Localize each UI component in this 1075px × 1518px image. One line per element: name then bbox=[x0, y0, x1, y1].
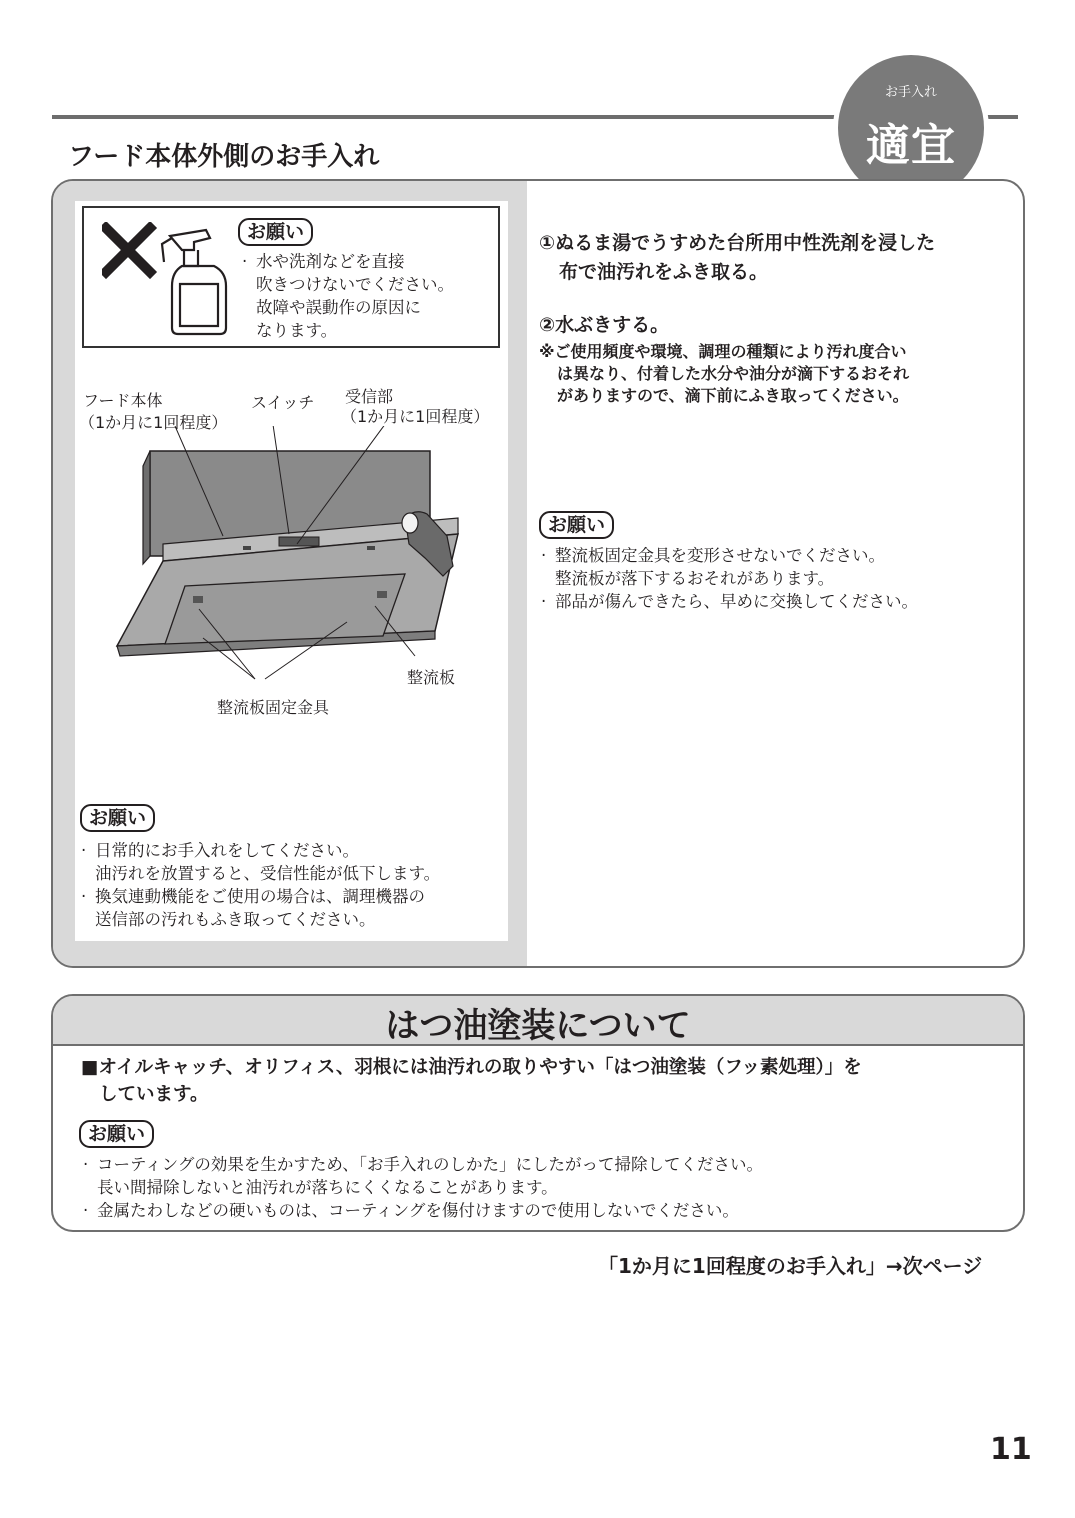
prohibited-x-icon bbox=[106, 228, 150, 272]
note-line: 長い間掃除しないと油汚れが落ちにくくなることがあります。 bbox=[97, 1178, 558, 1197]
onegai-label: お願い bbox=[238, 218, 313, 246]
note-line: 部品が傷んできたら、早めに交換してください。 bbox=[555, 592, 918, 611]
note-line: ※ご使用頻度や環境、調理の種類により汚れ度合い bbox=[539, 342, 907, 361]
receiver-part bbox=[243, 546, 251, 550]
note-line: 送信部の汚れもふき取ってください。 bbox=[95, 910, 376, 929]
note-line: コーティングの効果を生かすため、「お手入れのしかた」にしたがって掃除してください。 bbox=[97, 1155, 763, 1174]
note-line: 金属たわしなどの硬いものは、コーティングを傷付けますので使用しないでください。 bbox=[97, 1201, 739, 1220]
section-title: フード本体外側のお手入れ bbox=[68, 142, 380, 172]
lead-line: しています。 bbox=[99, 1084, 209, 1105]
step-1-cont: 布で油汚れをふき取る。 bbox=[559, 261, 769, 283]
hood-care-panel bbox=[51, 179, 1025, 968]
hood-body-label: フード本体 bbox=[83, 391, 163, 410]
coating-title: はつ油塗装について bbox=[385, 1006, 691, 1046]
no-spray-warning: お願い · 水や洗剤などを直接 吹きつけないでください。 故障や誤動作の原因に なります。 bbox=[82, 206, 500, 348]
left-inner: お願い · 水や洗剤などを直接 吹きつけないでください。 故障や誤動作の原因に なります。 フード本体 （1か月に1回程度） スイッチ 受信部 （1か月に1回程度） 整流板 整流板固定金具 お願い · 日常的にお手入れをしてください。 油汚れを放置すると、受信性能が低下します。 · 換気連動機能をご使用の場合は、調理機器の 送信部の汚れもふき取ってください。 bbox=[75, 201, 508, 941]
note-line: 換気連動機能をご使用の場合は、調理機器の bbox=[95, 887, 425, 906]
note-line: は異なり、付着した水分や油分が滴下するおそれ bbox=[557, 364, 910, 383]
cleaning-steps bbox=[539, 229, 935, 340]
coating-header bbox=[53, 996, 1023, 1046]
warning-line: なります。 bbox=[256, 321, 338, 340]
step-2: ②水ぶきする。 bbox=[539, 314, 670, 336]
onegai-label: お願い bbox=[79, 1120, 154, 1148]
onegai-label: お願い bbox=[539, 511, 614, 539]
rectifier-plate bbox=[165, 574, 405, 644]
drip-note bbox=[539, 341, 909, 407]
onegai-label: お願い bbox=[80, 804, 155, 832]
badge-frequency: 適宜 bbox=[866, 120, 956, 171]
warning-line: 吹きつけないでください。 bbox=[256, 275, 454, 294]
warning-line: 故障や誤動作の原因に bbox=[256, 298, 421, 317]
rectifier-plate-label: 整流板 bbox=[407, 668, 456, 687]
bracket-label: 整流板固定金具 bbox=[217, 698, 330, 717]
coating-panel bbox=[51, 994, 1025, 1232]
hood-body-frequency: （1か月に1回程度） bbox=[79, 413, 228, 432]
note-line: 整流板固定金具を変形させないでください。 bbox=[555, 546, 885, 565]
bracket-mark bbox=[377, 591, 387, 598]
switch-label: スイッチ bbox=[251, 393, 315, 412]
note-line: がありますので、滴下前にふき取ってください。 bbox=[557, 386, 909, 405]
next-page-link[interactable]: 「1か月に1回程度のお手入れ」→次ページ bbox=[598, 1254, 983, 1278]
receiver-frequency: （1か月に1回程度） bbox=[341, 407, 490, 426]
step-1: ①ぬるま湯でうすめた台所用中性洗剤を浸した bbox=[539, 232, 936, 254]
coating-lead bbox=[81, 1054, 862, 1108]
warning-line: 水や洗剤などを直接 bbox=[256, 252, 405, 271]
bracket-mark bbox=[193, 596, 203, 603]
note-line: 日常的にお手入れをしてください。 bbox=[95, 841, 359, 860]
badge-caption: お手入れ bbox=[884, 85, 937, 100]
spray-bottle-icon bbox=[162, 230, 226, 334]
right-notes: · 整流板固定金具を変形させないでください。 整流板が落下するおそれがあります。 · 部品が傷んできたら、早めに交換してください。 bbox=[541, 546, 918, 611]
left-column bbox=[53, 181, 527, 966]
page-number: 11 bbox=[990, 1432, 1032, 1467]
lead-line: ■オイルキャッチ、オリフィス、羽根には油汚れの取りやすい「はつ油塗装（フッ素処理）」を bbox=[81, 1057, 862, 1078]
note-line: 整流板が落下するおそれがあります。 bbox=[555, 569, 835, 588]
receiver-label: 受信部 bbox=[345, 387, 394, 406]
note-line: 油汚れを放置すると、受信性能が低下します。 bbox=[95, 864, 441, 883]
coating-notes: · コーティングの効果を生かすため、「お手入れのしかた」にしたがって掃除してください。 長い間掃除しないと油汚れが落ちにくくなることがあります。 · 金属たわしなどの硬いものは、コーティングを傷付けますので使用しないでください。 bbox=[83, 1155, 763, 1220]
